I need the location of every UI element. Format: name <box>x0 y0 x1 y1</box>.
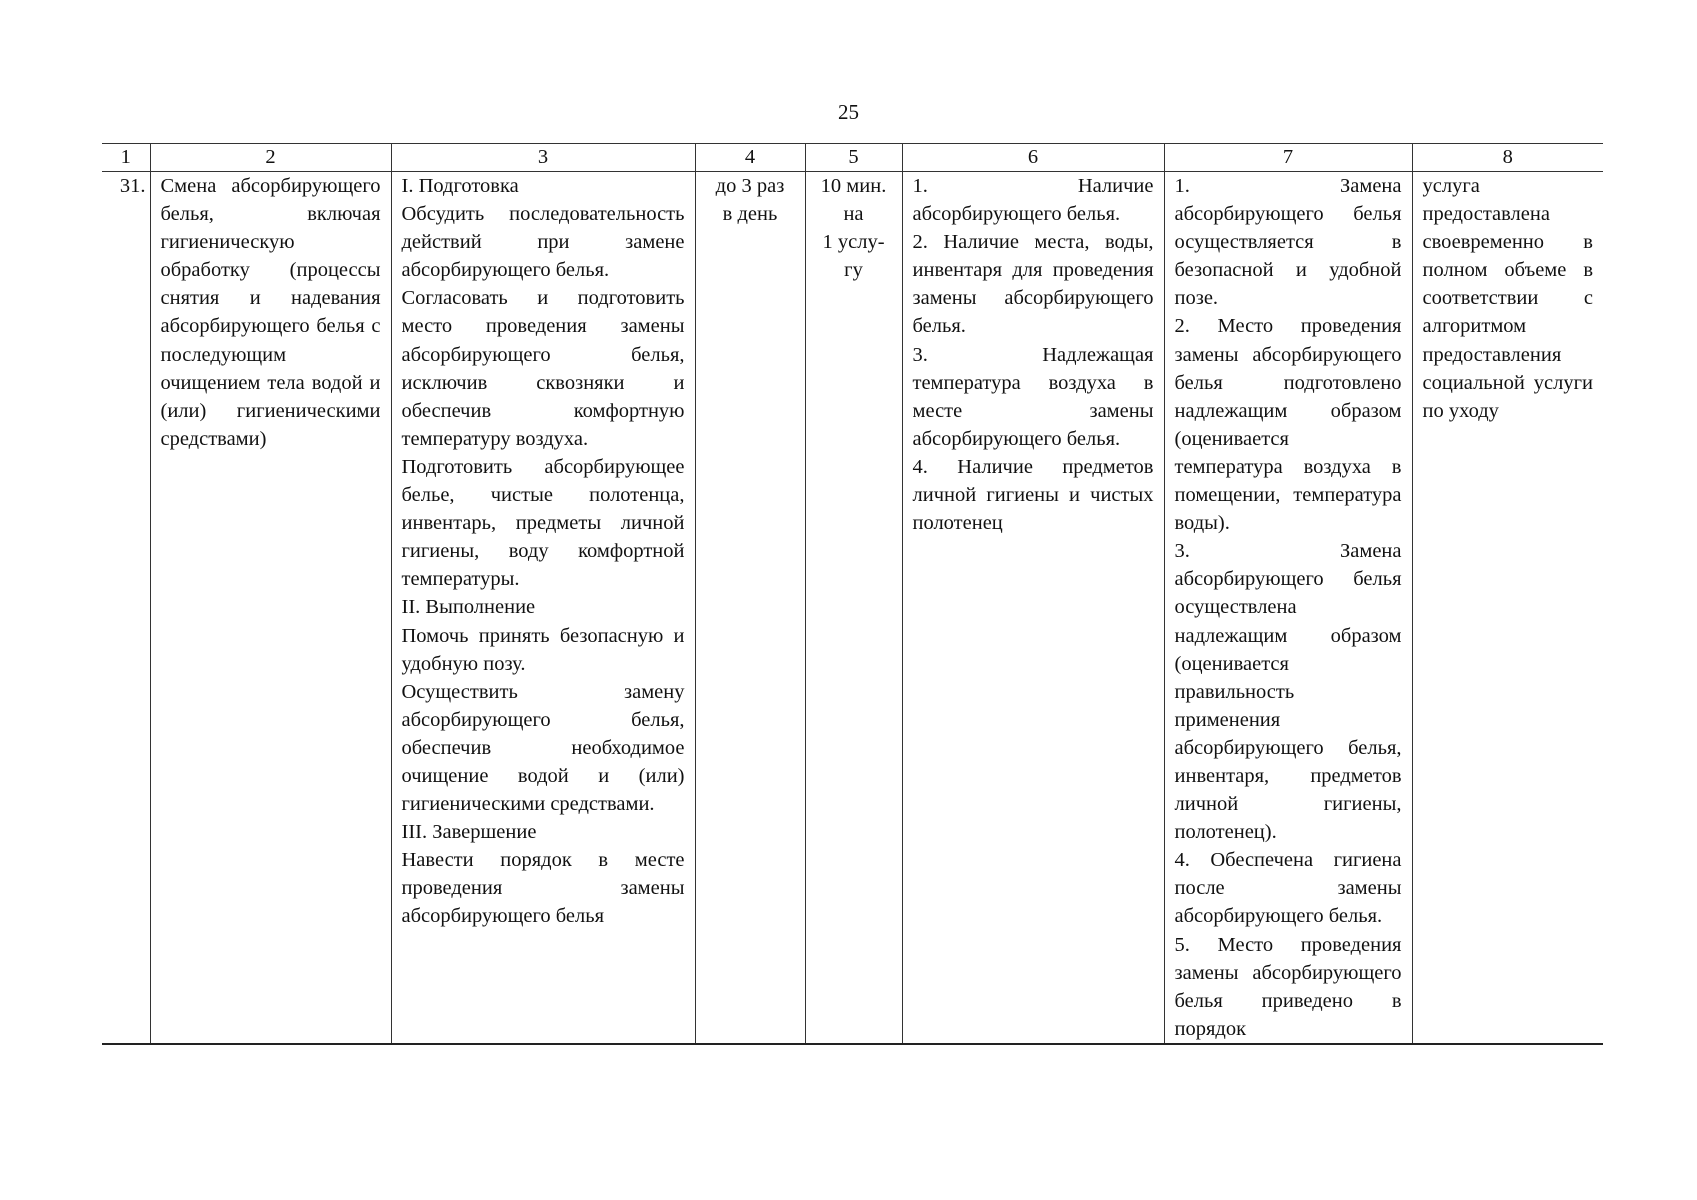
page-number: 25 <box>838 100 859 124</box>
action-step: Навести порядок в месте проведения замены абсорбирующего белья <box>401 849 685 928</box>
service-conditions <box>902 172 1164 1044</box>
column-number-row <box>102 144 1603 172</box>
stage-heading-preparation: I. Подготовка <box>401 175 519 197</box>
criterion-item: 1. Замена абсорбирующего белья осуществляется в безопасной и удобной позе. <box>1174 175 1402 310</box>
action-step: Помочь принять безопасную и удобную позу. <box>401 624 685 675</box>
action-step: Согласовать и подготовить место проведения замены абсорбирующего белья, исключив сквозняки и обеспечив комфортную температуру воздуха. <box>401 287 685 450</box>
service-result: услуга предоставлена своевременно в полном объеме в соответствии с алгоритмом предоставления социальной услуги по уходу <box>1412 172 1603 1044</box>
criterion-item: 2. Место проведения замены абсорбирующего белья подготовлено надлежащим образом (оценивается температура воздуха в помещении, температура воды). <box>1174 315 1402 535</box>
action-step: Обсудить последовательность действий при замене абсорбирующего белья. <box>401 203 685 282</box>
row-number: 31. <box>119 175 146 197</box>
action-step: Осуществить замену абсорбирующего белья, обеспечив необходимое очищение водой и (или) гигиеническими средствами. <box>401 680 685 816</box>
condition-item: 2. Наличие места, воды, инвентаря для проведения замены абсорбирующего белья. <box>912 231 1154 338</box>
frequency-line: в день <box>722 203 778 226</box>
column-header-5: 5 <box>805 144 902 172</box>
quality-criteria <box>1164 172 1412 1044</box>
service-actions <box>391 172 695 1044</box>
criterion-item: 3. Замена абсорбирующего белья осуществлена надлежащим образом (оценивается правильность применения абсорбирующего белья, инвентаря, предметов личной гигиены, полотенец). <box>1174 540 1402 844</box>
column-header-3: 3 <box>391 144 695 172</box>
column-header-6: 6 <box>902 144 1164 172</box>
table-row <box>102 172 1603 1044</box>
criterion-item: 5. Место проведения замены абсорбирующего белья приведено в порядок <box>1174 933 1402 1040</box>
frequency-line: до 3 раз <box>715 175 785 197</box>
column-header-2: 2 <box>150 144 391 172</box>
criterion-item: 4. Обеспечена гигиена после замены абсорбирующего белья. <box>1174 849 1402 928</box>
column-header-1: 1 <box>102 144 150 172</box>
service-name: Смена абсорбирующего белья, включая гигиеническую обработку (процессы снятия и надевания абсорбирующего белья с последующим очищением тела водой и (или) гигиеническими средствами) <box>150 172 391 1044</box>
column-header-8: 8 <box>1412 144 1603 172</box>
time-norm-line: гу <box>844 259 863 282</box>
time-norm-line: 10 мин. <box>820 175 887 197</box>
action-step: Подготовить абсорбирующее белье, чистые полотенца, инвентарь, предметы личной гигиены, воду комфортной температуры. <box>401 455 685 591</box>
time-norm <box>805 172 902 1044</box>
column-header-4: 4 <box>695 144 805 172</box>
condition-item: 1. Наличие абсорбирующего белья. <box>912 175 1154 226</box>
time-norm-line: 1 услу- <box>822 231 885 254</box>
service-frequency <box>695 172 805 1044</box>
service-standard-table <box>102 143 1603 1045</box>
condition-item: 4. Наличие предметов личной гигиены и чистых полотенец <box>912 455 1154 535</box>
column-header-7: 7 <box>1164 144 1412 172</box>
stage-heading-execution: II. Выполнение <box>401 596 536 619</box>
stage-heading-completion: III. Завершение <box>401 821 537 844</box>
condition-item: 3. Надлежащая температура воздуха в месте замены абсорбирующего белья. <box>912 343 1154 450</box>
time-norm-line: на <box>843 203 864 226</box>
